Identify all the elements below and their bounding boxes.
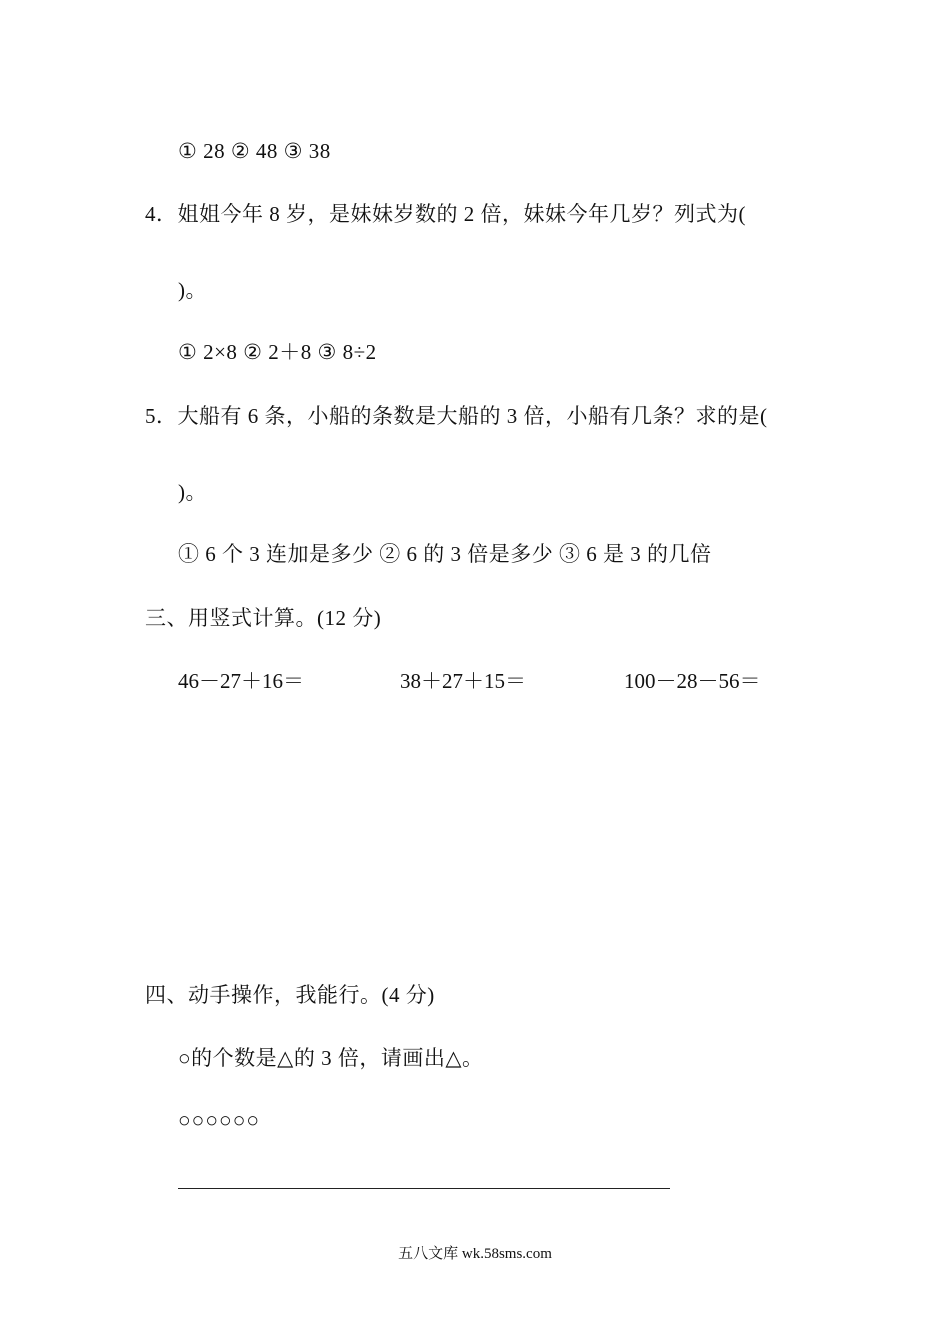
- question-5-options: ① 6 个 3 连加是多少 ② 6 的 3 倍是多少 ③ 6 是 3 的几倍: [178, 542, 712, 566]
- circles-row: ○○○○○○: [178, 1108, 261, 1132]
- question-3-options: ① 28 ② 48 ③ 38: [178, 139, 331, 163]
- question-5-close: )。: [178, 480, 207, 504]
- section-3-title: 三、用竖式计算。(12 分): [145, 606, 382, 630]
- calc-problem-3: 100－28－56＝: [624, 669, 761, 693]
- section-4-instruction: ○的个数是△的 3 倍，请画出△。: [178, 1046, 484, 1070]
- question-5-text: 5．大船有 6 条，小船的条数是大船的 3 倍，小船有几条？求的是(: [145, 404, 768, 428]
- footer-watermark: 五八文库 wk.58sms.com: [398, 1246, 552, 1262]
- answer-line: [178, 1188, 670, 1189]
- question-4-options: ① 2×8 ② 2＋8 ③ 8÷2: [178, 340, 377, 364]
- question-4-close: )。: [178, 278, 207, 302]
- section-4-title: 四、动手操作，我能行。(4 分): [145, 983, 435, 1007]
- calc-problem-2: 38＋27＋15＝: [400, 669, 526, 693]
- question-4-text: 4．姐姐今年 8 岁，是妹妹岁数的 2 倍，妹妹今年几岁？列式为(: [145, 202, 746, 226]
- calc-problem-1: 46－27＋16＝: [178, 669, 304, 693]
